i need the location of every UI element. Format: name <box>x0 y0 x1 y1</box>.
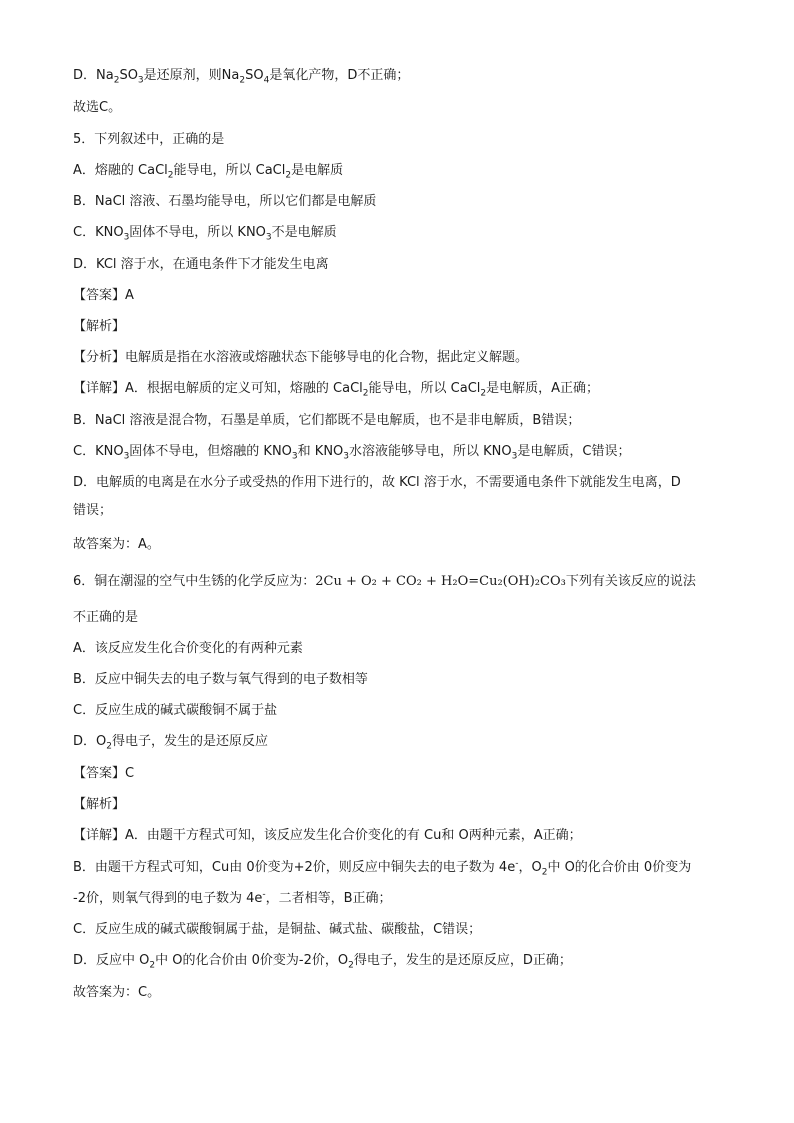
detail-line: 【详解】A．根据电解质的定义可知，熔融的 CaCl$_2$能导电，所以 CaCl$_2$是电解质，A正确； <box>73 381 600 399</box>
analysis-heading: 【解析】 <box>73 797 126 812</box>
question-5-stem: 5．下列叙述中，正确的是 <box>73 132 225 147</box>
analysis-label: 【分析】 <box>73 350 126 365</box>
option-d: D．$O_2$得电子，发生的是还原反应 <box>73 734 268 752</box>
answer-label: 【答案】 <box>73 766 126 781</box>
question-6-stem-cont: 不正确的是 <box>73 610 139 625</box>
analysis-line: 【分析】电解质是指在水溶液或熔融状态下能够导电的化合物，据此定义解题。 <box>73 350 529 365</box>
option-d: D．KCl 溶于水，在通电条件下才能发生电离 <box>73 257 329 272</box>
answer-line: 【答案】A <box>73 288 134 303</box>
text-line: D．$Na_2SO_3$是还原剂，则$Na_2SO_4$是氧化产物，D不正确； <box>73 68 410 86</box>
text-line: B．由题干方程式可知，Cu由 0价变为+2价，则反应中铜失去的电子数为 4e-，$O_2$中 O的化合价由 0价变为 <box>73 858 692 878</box>
detail-line: 【详解】A．由题干方程式可知，该反应发生化合价变化的有 Cu和 O两种元素，A正确； <box>73 828 582 843</box>
option-b: B．反应中铜失去的电子数与氧气得到的电子数相等 <box>73 672 368 687</box>
text-line: D．反应中 $O_2$中 O的化合价由 0价变为-2价，$O_2$得电子，发生的是还原反应，D正确； <box>73 953 572 971</box>
text-line: 故答案为：C。 <box>73 985 161 1000</box>
detail-label: 【详解】 <box>73 381 126 396</box>
text-line: B．NaCl 溶液是混合物，石墨是单质，它们都既不是电解质，也不是非电解质，B错误； <box>73 413 581 428</box>
option-b: B．NaCl 溶液、石墨均能导电，所以它们都是电解质 <box>73 194 377 209</box>
option-c: C．反应生成的碱式碳酸铜不属于盐 <box>73 703 278 718</box>
option-c: C．$KNO_3$固体不导电，所以 $KNO_3$不是电解质 <box>73 225 337 243</box>
text-line: C．反应生成的碱式碳酸铜属于盐，是铜盐、碱式盐、碳酸盐，C错误； <box>73 922 482 937</box>
detail-label: 【详解】 <box>73 828 126 843</box>
text-line: C．$KNO_3$固体不导电，但熔融的 $KNO_3$和 $KNO_3$水溶液能够导电，所以 $KNO_3$是电解质，C错误； <box>73 444 631 462</box>
text-line: -2价，则氧气得到的电子数为 4e-，二者相等，B正确； <box>73 889 392 906</box>
answer-label: 【答案】 <box>73 288 126 303</box>
analysis-heading: 【解析】 <box>73 319 126 334</box>
text-line: 故选C。 <box>73 100 122 115</box>
option-a: A．熔融的 CaCl$_2$能导电，所以 CaCl$_2$是电解质 <box>73 163 344 181</box>
text-line: D．电解质的电离是在水分子或受热的作用下进行的，故 KCl 溶于水，不需要通电条件下就能发生电离，D <box>73 475 681 490</box>
question-6-stem: 6．铜在潮湿的空气中生锈的化学反应为：2Cu + O₂ + CO₂ + H₂O=Cu₂(OH)₂CO₃下列有关该反应的说法 <box>73 574 696 589</box>
text-line: 故答案为：A。 <box>73 537 160 552</box>
chemical-equation: 2Cu + O₂ + CO₂ + H₂O=Cu₂(OH)₂CO₃ <box>315 574 566 589</box>
option-a: A．该反应发生化合价变化的有两种元素 <box>73 641 303 656</box>
text-line: 错误； <box>73 503 113 518</box>
answer-line: 【答案】C <box>73 766 135 781</box>
